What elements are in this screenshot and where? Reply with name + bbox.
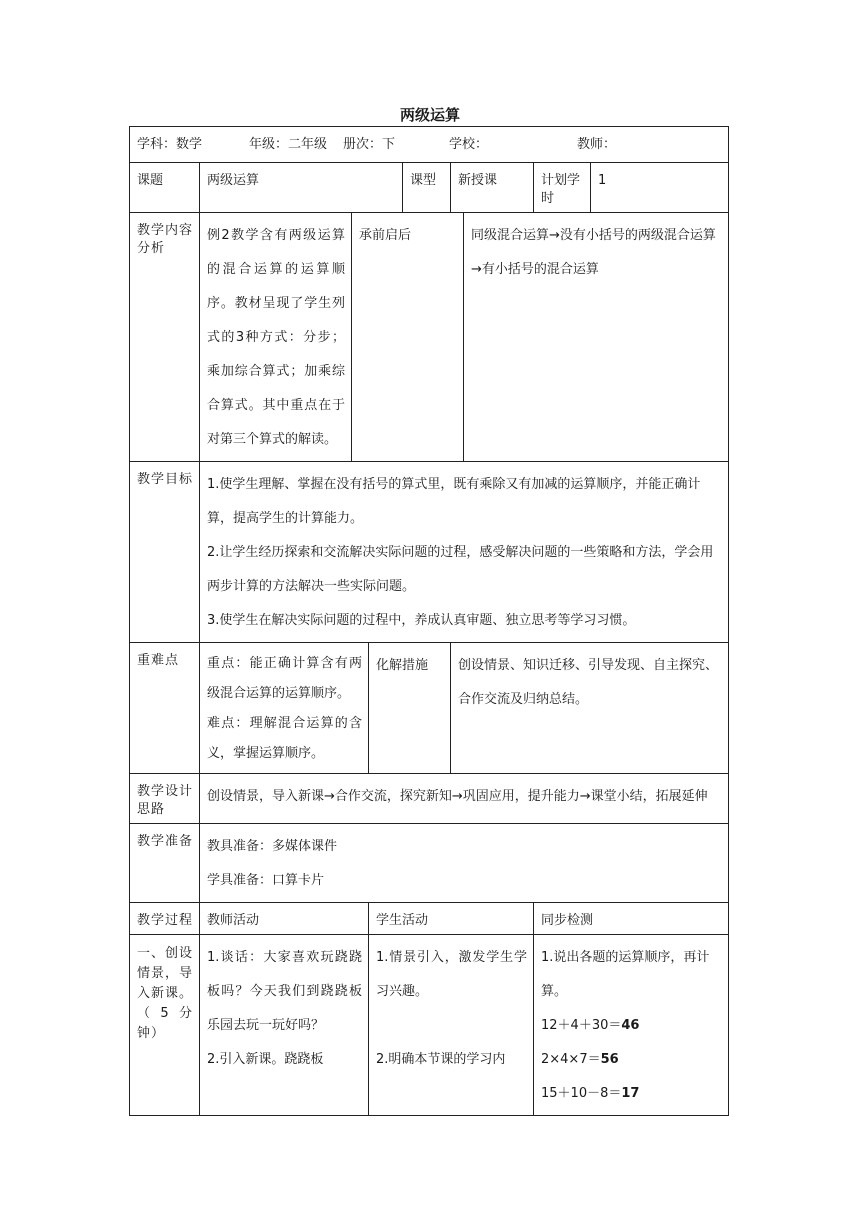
design-row: [130, 774, 729, 824]
hours-label: 计划学时: [534, 163, 591, 213]
grade-field: 年级：二年级: [249, 137, 328, 152]
content-analysis-sequence: 同级混合运算→没有小括号的两级混合运算→有小括号的混合运算: [464, 213, 729, 462]
student-activity-1: 1.情景引入，激发学生学习兴趣。: [376, 950, 527, 999]
content-analysis-text: 例2教学含有两级运算的混合运算的运算顺序。教材呈现了学生列式的3种方式：分步；乘加综合算式；加乘综合算式。其中重点在于对第三个算式的解读。: [200, 213, 352, 462]
difficult-point: 难点：理解混合运算的含义，掌握运算顺序。: [207, 716, 362, 761]
volume-field: 册次：下: [343, 137, 396, 152]
teacher-activity-1: 1.谈话：大家喜欢玩跷跷板吗？今天我们到跷跷板乐园去玩一玩好吗？: [207, 950, 362, 1033]
sync-check-header: 同步检测: [534, 903, 729, 935]
topic-value: 两级运算: [200, 163, 403, 213]
page-title: 两级运算: [399, 106, 460, 124]
student-activity-header: 学生活动: [369, 903, 534, 935]
key-points-row: [130, 643, 729, 774]
check-intro: 1.说出各题的运算顺序，再计算。: [541, 950, 710, 999]
resolve-label: 化解措施: [369, 643, 451, 774]
exercise-expression: 2×4×7＝: [541, 1052, 601, 1067]
prep-row: [130, 824, 729, 903]
content-analysis-row: [130, 213, 729, 462]
topic-row: [130, 163, 729, 213]
goal-item: 1.使学生理解、掌握在没有括号的算式里，既有乘除又有加减的运算顺序，并能正确计算，提高学生的计算能力。: [207, 477, 701, 526]
process-label: 教学过程: [130, 903, 200, 935]
design-text: 创设情景，导入新课→合作交流，探究新知→巩固应用，提升能力→课堂小结，拓展延伸: [200, 774, 729, 824]
key-point: 重点：能正确计算含有两级混合运算的运算顺序。: [207, 656, 362, 701]
goals-row: [130, 462, 729, 643]
resolve-text: 创设情景、知识迁移、引导发现、自主探究、合作交流及归纳总结。: [451, 643, 729, 774]
teacher-activity-2: 2.引入新课。跷跷板: [207, 1052, 324, 1067]
teacher-field: 教师：: [577, 137, 617, 152]
stage1-label: 一、创设情景，导入新课。（5分钟）: [130, 935, 200, 1116]
info-row: [130, 127, 729, 163]
lesson-plan-table: [129, 126, 729, 1116]
teacher-prep: 教具准备：多媒体课件: [207, 839, 338, 854]
hours-value: 1: [591, 163, 729, 213]
lesson-type-value: 新授课: [451, 163, 534, 213]
exercise-answer: 46: [621, 1018, 640, 1033]
key-points-label: 重难点: [130, 643, 200, 774]
exercise-item: [541, 1043, 722, 1077]
prep-label: 教学准备: [130, 824, 200, 903]
process-header-row: [130, 903, 729, 935]
teacher-activity-header: 教师活动: [200, 903, 369, 935]
design-label: 教学设计思路: [130, 774, 200, 824]
student-prep: 学具准备：口算卡片: [207, 873, 325, 888]
school-field: 学校：: [449, 137, 489, 152]
goal-item: 2.让学生经历探索和交流解决实际问题的过程，感受解决问题的一些策略和方法，学会用两步计算的方法解决一些实际问题。: [207, 545, 714, 594]
exercise-expression: 12＋4＋30＝: [541, 1018, 622, 1033]
exercise-expression: 15＋10－8＝: [541, 1086, 622, 1101]
exercise-answer: 56: [600, 1052, 619, 1067]
content-analysis-label: 教学内容分析: [130, 213, 200, 462]
goals-label: 教学目标: [130, 462, 200, 643]
exercise-item: [541, 1009, 722, 1043]
exercise-answer: 17: [621, 1086, 640, 1101]
goal-item: 3.使学生在解决实际问题的过程中，养成认真审题、独立思考等学习习惯。: [207, 613, 636, 628]
topic-label: 课题: [130, 163, 200, 213]
content-analysis-link: 承前启后: [352, 213, 464, 462]
lesson-type-label: 课型: [403, 163, 451, 213]
exercise-item: [541, 1077, 722, 1111]
subject-field: 学科：数学: [137, 137, 203, 152]
student-activity-2: 2.明确本节课的学习内: [376, 1052, 506, 1067]
stage1-row: [130, 935, 729, 1116]
